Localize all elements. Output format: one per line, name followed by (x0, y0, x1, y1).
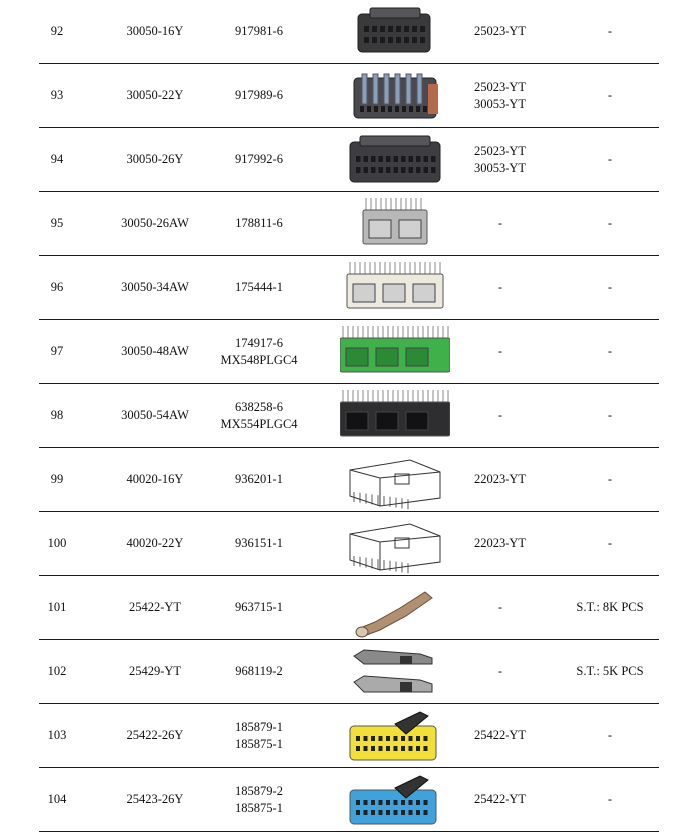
table-row (39, 192, 659, 256)
part-number-text: 917989-6 (235, 88, 283, 102)
table-row (39, 384, 659, 448)
terminal-cell (445, 576, 555, 639)
note-text: - (607, 344, 613, 358)
part-number-text: 185875-1 (235, 800, 283, 815)
terminal-text: 30053-YT (473, 160, 527, 175)
note-text: - (607, 792, 613, 806)
note-cell (555, 128, 665, 191)
terminal-text: - (497, 600, 503, 614)
terminal-cell (445, 320, 555, 383)
row-number (39, 192, 75, 255)
row-number (39, 64, 75, 127)
terminal-cell (445, 0, 555, 63)
row-number-text: 98 (50, 408, 64, 422)
note-text: - (607, 408, 613, 422)
part-number-text: MX554PLGC4 (220, 416, 298, 431)
note-text: - (607, 88, 613, 102)
part-number-text: 174917-6 (235, 335, 283, 350)
crimp-terminal-icon (340, 578, 450, 638)
table-row (39, 0, 659, 64)
terminal-cell (445, 704, 555, 767)
table-row (39, 256, 659, 320)
table-row (39, 576, 659, 640)
note-cell (555, 320, 665, 383)
note-text: S.T.: 8K PCS (576, 600, 644, 614)
row-number-text: 104 (47, 792, 67, 806)
terminal-cell (445, 640, 555, 703)
part-number-text: 936201-1 (235, 472, 283, 486)
note-text: S.T.: 5K PCS (576, 664, 644, 678)
terminal-text: 25023-YT (473, 24, 527, 38)
terminal-cell (445, 384, 555, 447)
row-number (39, 128, 75, 191)
row-number (39, 384, 75, 447)
part-number-text: 917992-6 (235, 152, 283, 166)
table-row (39, 64, 659, 128)
part-number-text: 968119-2 (235, 664, 283, 678)
table-row (39, 512, 659, 576)
part-number-text: 936151-1 (235, 536, 283, 550)
model-text: 25422-YT (128, 600, 182, 614)
row-number-text: 95 (50, 216, 64, 230)
blue-connector-icon (340, 770, 450, 830)
row-number (39, 320, 75, 383)
note-text: - (607, 728, 613, 742)
part-number-text: 638258-6 (235, 399, 283, 414)
terminal-cell (445, 512, 555, 575)
dark-grey-26pin-connector-icon (340, 130, 450, 190)
note-text: - (607, 24, 613, 38)
yellow-connector-icon (340, 706, 450, 766)
white-pcb-header-connector-icon (340, 258, 450, 318)
terminal-text: 25023-YT (473, 143, 527, 158)
table-row (39, 128, 659, 192)
row-number-text: 100 (47, 536, 67, 550)
row-number (39, 512, 75, 575)
note-text: - (607, 152, 613, 166)
part-number-text: 175444-1 (235, 280, 283, 294)
model-text: 30050-54AW (121, 408, 189, 422)
terminal-text: - (497, 344, 503, 358)
terminal-text: 30053-YT (473, 96, 527, 111)
row-number-text: 99 (50, 472, 64, 486)
dark-grey-16pin-connector-icon (340, 2, 450, 62)
model-text: 30050-26AW (121, 216, 189, 230)
note-cell (555, 192, 665, 255)
row-number-text: 96 (50, 280, 64, 294)
note-cell (555, 512, 665, 575)
model-text: 30050-22Y (126, 88, 184, 102)
row-number-text: 92 (50, 24, 64, 38)
parts-table (39, 0, 659, 832)
part-number-text: 917981-6 (235, 24, 283, 38)
terminal-cell (445, 64, 555, 127)
row-number (39, 0, 75, 63)
row-number (39, 448, 75, 511)
row-number (39, 576, 75, 639)
terminal-text: 22023-YT (473, 536, 527, 550)
terminal-text: 22023-YT (473, 472, 527, 486)
note-cell (555, 640, 665, 703)
terminal-text: 25422-YT (473, 728, 527, 742)
line-drawing-16pin-connector-icon (340, 450, 450, 510)
note-cell (555, 0, 665, 63)
table-row (39, 640, 659, 704)
part-number-text: 185879-1 (235, 719, 283, 734)
model-text: 30050-34AW (121, 280, 189, 294)
note-cell (555, 576, 665, 639)
grey-pcb-header-connector-icon (340, 194, 450, 254)
model-text: 25423-26Y (126, 792, 184, 806)
terminal-text: - (497, 408, 503, 422)
row-number (39, 256, 75, 319)
model-text: 25429-YT (128, 664, 182, 678)
row-number-text: 94 (50, 152, 64, 166)
row-number-text: 97 (50, 344, 64, 358)
note-cell (555, 64, 665, 127)
table-row (39, 768, 659, 832)
part-number-text: 185879-2 (235, 783, 283, 798)
double-crimp-terminal-icon (340, 642, 450, 702)
note-text: - (607, 536, 613, 550)
terminal-text: - (497, 280, 503, 294)
line-drawing-22pin-connector-icon (340, 514, 450, 574)
terminal-text: - (497, 216, 503, 230)
model-text: 30050-16Y (126, 24, 184, 38)
part-number-text: 963715-1 (235, 600, 283, 614)
terminal-text: - (497, 664, 503, 678)
terminal-cell (445, 128, 555, 191)
terminal-text: 25023-YT (473, 79, 527, 94)
row-number (39, 768, 75, 831)
note-cell (555, 448, 665, 511)
part-number-text: MX548PLGC4 (220, 352, 298, 367)
note-cell (555, 256, 665, 319)
model-text: 30050-26Y (126, 152, 184, 166)
row-number (39, 640, 75, 703)
note-cell (555, 704, 665, 767)
row-number (39, 704, 75, 767)
model-text: 25422-26Y (126, 728, 184, 742)
terminal-cell (445, 256, 555, 319)
row-number-text: 93 (50, 88, 64, 102)
table-row (39, 704, 659, 768)
green-pcb-header-connector-icon (340, 322, 450, 382)
black-pcb-header-connector-icon (340, 386, 450, 446)
row-number-text: 103 (47, 728, 67, 742)
note-text: - (607, 472, 613, 486)
note-cell (555, 384, 665, 447)
note-cell (555, 768, 665, 831)
note-text: - (607, 216, 613, 230)
model-text: 40020-22Y (126, 536, 184, 550)
model-text: 40020-16Y (126, 472, 184, 486)
terminal-cell (445, 192, 555, 255)
part-number-text: 178811-6 (235, 216, 283, 230)
part-number-text: 185875-1 (235, 736, 283, 751)
model-text: 30050-48AW (121, 344, 189, 358)
terminal-text: 25422-YT (473, 792, 527, 806)
row-number-text: 102 (47, 664, 67, 678)
table-row (39, 320, 659, 384)
note-text: - (607, 280, 613, 294)
terminal-cell (445, 448, 555, 511)
table-row (39, 448, 659, 512)
terminal-cell (445, 768, 555, 831)
dark-grey-22pin-connector-icon (340, 66, 450, 126)
row-number-text: 101 (47, 600, 67, 614)
